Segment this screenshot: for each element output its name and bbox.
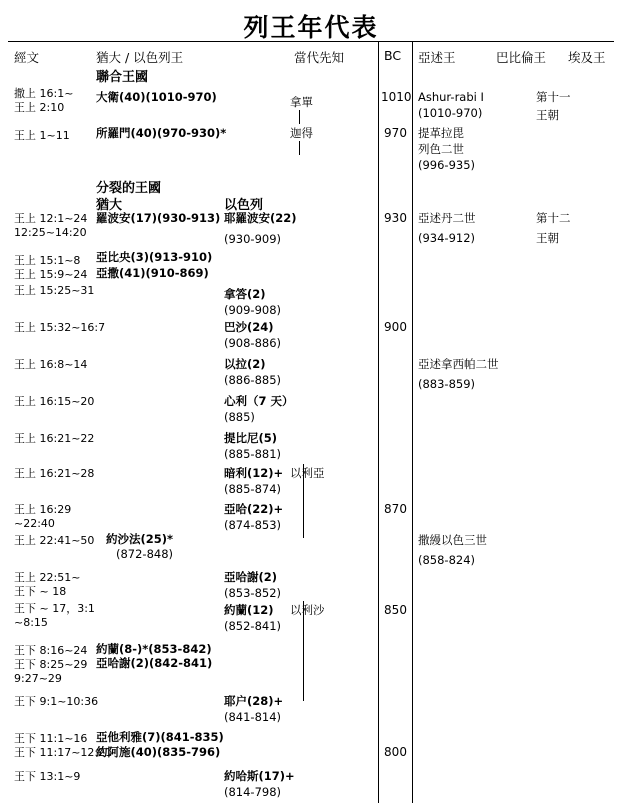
scripture-reference: 王上 15:9~24 [14, 268, 88, 281]
bc-year-mark: 1010 [381, 90, 412, 104]
israel-king-entry: 巴沙(24) [224, 320, 274, 334]
egypt-dynasty-entry: 第十二 [536, 211, 571, 225]
scripture-reference: 王上 15:1~8 [14, 254, 81, 267]
scripture-reference: 王下 8:25~29 [14, 658, 88, 671]
judah-king-entry: 約阿施(40)(835-796) [96, 745, 221, 759]
scripture-reference: 王上 16:15~20 [14, 395, 95, 408]
judah-king-entry: 亞撒(41)(910-869) [96, 266, 209, 280]
judah-king-entry: 亞他利雅(7)(841-835) [96, 730, 224, 744]
scripture-reference: 王上 22:41~50 [14, 534, 95, 547]
judah-king-entry: 亞哈謝(2)(842-841) [96, 656, 213, 670]
header-judah-israel: 猶大 / 以色列王 [96, 50, 184, 65]
judah-king-entry: 約沙法(25)* [106, 532, 174, 546]
israel-king-entry: (909-908) [224, 303, 282, 317]
israel-king-entry: 暗利(12)+ [224, 466, 284, 480]
assyria-king-entry: (883-859) [418, 377, 476, 391]
header-egypt: 埃及王 [568, 50, 606, 65]
israel-king-entry: 約哈斯(17)+ [224, 769, 295, 783]
header-assyria: 亞述王 [418, 50, 456, 65]
page-title: 列王年代表 [243, 13, 379, 42]
scripture-reference: 王上 2:10 [14, 101, 65, 114]
egypt-dynasty-entry: 王朝 [536, 231, 559, 245]
prophet-entry: 迦得 [290, 126, 313, 140]
prophet-entry: 拿單 [290, 95, 313, 109]
israel-king-entry: (853-852) [224, 586, 282, 600]
prophet-bracket-natan [299, 110, 300, 124]
israel-king-entry: 提比尼(5) [224, 431, 278, 445]
israel-king-entry: 耶羅波安(22) [224, 211, 297, 225]
israel-king-entry: (852-841) [224, 619, 282, 633]
scripture-reference: 王下 13:1~9 [14, 770, 81, 783]
scripture-reference: 王上 16:8~14 [14, 358, 88, 371]
bc-year-mark: 870 [384, 502, 407, 516]
section-judah: 猶大 [96, 198, 123, 213]
scripture-reference: 王上 16:21~22 [14, 432, 95, 445]
prophet-bracket-elijah [303, 464, 304, 538]
israel-king-entry: (874-853) [224, 518, 282, 532]
assyria-king-entry: 亞述拿西帕二世 [418, 357, 499, 371]
header-top-rule [8, 41, 614, 42]
scripture-reference: ~22:40 [14, 517, 55, 530]
scripture-reference: ~8:15 [14, 616, 48, 629]
scripture-reference: 王上 15:32~16:7 [14, 321, 106, 334]
israel-king-entry: 亞哈(22)+ [224, 502, 284, 516]
prophet-entry: 以利沙 [290, 603, 325, 617]
bc-year-mark: 930 [384, 211, 407, 225]
header-scripture: 經文 [14, 50, 40, 65]
bc-year-mark: 800 [384, 745, 407, 759]
egypt-dynasty-entry: 第十一 [536, 90, 571, 104]
israel-king-entry: (908-886) [224, 336, 282, 350]
scripture-reference: 王上 1~11 [14, 129, 70, 142]
section-united-kingdom: 聯合王國 [96, 70, 149, 85]
israel-king-entry: (814-798) [224, 785, 282, 799]
bc-year-mark: 900 [384, 320, 407, 334]
judah-king-entry: 亞比央(3)(913-910) [96, 250, 213, 264]
section-divided-kingdom: 分裂的王國 [96, 181, 162, 196]
israel-king-entry: 以拉(2) [224, 357, 266, 371]
assyria-king-entry: (934-912) [418, 231, 476, 245]
scripture-reference: 王上 22:51~ [14, 571, 81, 584]
assyria-king-entry: 提革拉毘 [418, 126, 464, 140]
assyria-king-entry: 列色二世 [418, 142, 464, 156]
scripture-reference: 王下 ~ 18 [14, 585, 67, 598]
judah-king-entry: (872-848) [116, 547, 174, 561]
judah-king-entry: 羅波安(17)(930-913) [96, 211, 221, 225]
israel-king-entry: (886-885) [224, 373, 282, 387]
column-divider-bc-right [412, 41, 413, 803]
scripture-reference: 王下 ~ 17，3:1 [14, 602, 95, 615]
egypt-dynasty-entry: 王朝 [536, 108, 559, 122]
prophet-entry: 以利亞 [290, 466, 325, 480]
scripture-reference: 9:27~29 [14, 672, 62, 685]
scripture-reference: 王上 16:29 [14, 503, 72, 516]
scripture-reference: 王下 9:1~10:36 [14, 695, 99, 708]
israel-king-entry: (885) [224, 410, 255, 424]
header-babylon: 巴比倫王 [496, 50, 547, 65]
assyria-king-entry: Ashur-rabi I [418, 90, 484, 104]
header-bc: BC [384, 48, 402, 63]
israel-king-entry: 拿答(2) [224, 287, 266, 301]
scripture-reference: 撒上 16:1~ [14, 87, 74, 100]
israel-king-entry: 耶户(28)+ [224, 694, 284, 708]
section-israel: 以色列 [224, 198, 264, 213]
bc-year-mark: 850 [384, 603, 407, 617]
judah-king-entry: 大衛(40)(1010-970) [96, 90, 217, 104]
assyria-king-entry: (858-824) [418, 553, 476, 567]
scripture-reference: 王上 16:21~28 [14, 467, 95, 480]
israel-king-entry: 約蘭(12) [224, 603, 274, 617]
scripture-reference: 12:25~14:20 [14, 226, 87, 239]
judah-king-entry: 約蘭(8-)*(853-842) [96, 642, 212, 656]
assyria-king-entry: (1010-970) [418, 106, 483, 120]
scripture-reference: 王上 15:25~31 [14, 284, 95, 297]
prophet-bracket-gad [299, 141, 300, 155]
israel-king-entry: (930-909) [224, 232, 282, 246]
scripture-reference: 王上 12:1~24 [14, 212, 88, 225]
israel-king-entry: (841-814) [224, 710, 282, 724]
header-prophets: 當代先知 [294, 50, 345, 65]
scripture-reference: 王下 11:1~16 [14, 732, 88, 745]
israel-king-entry: (885-874) [224, 482, 282, 496]
assyria-king-entry: (996-935) [418, 158, 476, 172]
prophet-bracket-elisha [303, 601, 304, 701]
scripture-reference: 王下 11:17~12:21 [14, 746, 113, 759]
israel-king-entry: 心利（7 天） [224, 394, 294, 408]
israel-king-entry: (885-881) [224, 447, 282, 461]
israel-king-entry: 亞哈謝(2) [224, 570, 278, 584]
assyria-king-entry: 撒縵以色三世 [418, 533, 487, 547]
assyria-king-entry: 亞述丹二世 [418, 211, 476, 225]
bc-year-mark: 970 [384, 126, 407, 140]
judah-king-entry: 所羅門(40)(970-930)* [96, 126, 227, 140]
column-divider-bc-left [378, 41, 379, 803]
scripture-reference: 王下 8:16~24 [14, 644, 88, 657]
